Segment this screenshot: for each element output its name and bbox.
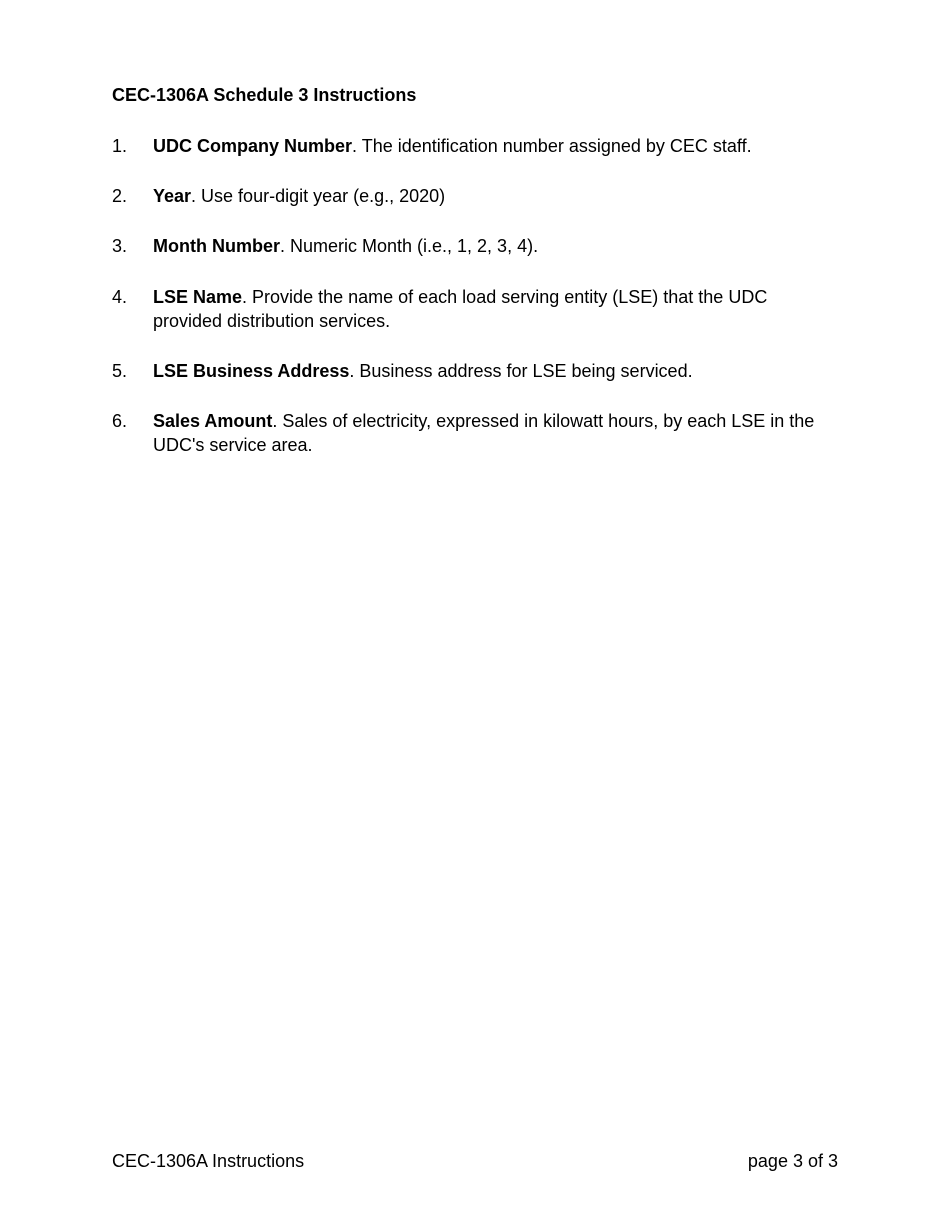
item-term: Month Number [153,236,280,256]
item-text: . Provide the name of each load serving entity (LSE) that the UDC provided distribution services. [153,287,768,331]
item-text: . Numeric Month (i.e., 1, 2, 3, 4). [279,236,539,256]
item-text: . Business address for LSE being serviced. [349,361,693,381]
item-term: Sales Amount [153,411,273,431]
item-number: 3. [112,236,128,256]
item-number: 2. [112,186,128,206]
document-title: CEC-1306A Schedule 3 Instructions [112,85,417,105]
item-number: 6. [112,411,128,431]
footer-document-name: CEC-1306A Instructions [112,1151,305,1171]
item-term: Year [153,186,192,206]
item-term: UDC Company Number [153,136,353,156]
item-number: 5. [112,361,128,381]
item-text: . Sales of electricity, expressed in kilowatt hours, by each LSE in the UDC's service area. [153,411,815,455]
item-text: . Use four-digit year (e.g., 2020) [191,186,446,206]
item-number: 4. [112,287,128,307]
item-number: 1. [112,136,128,156]
item-term: LSE Business Address [153,361,350,381]
footer-page-number: page 3 of 3 [747,1151,838,1171]
item-term: LSE Name [153,287,243,307]
item-text: . The identification number assigned by CEC staff. [352,136,752,156]
